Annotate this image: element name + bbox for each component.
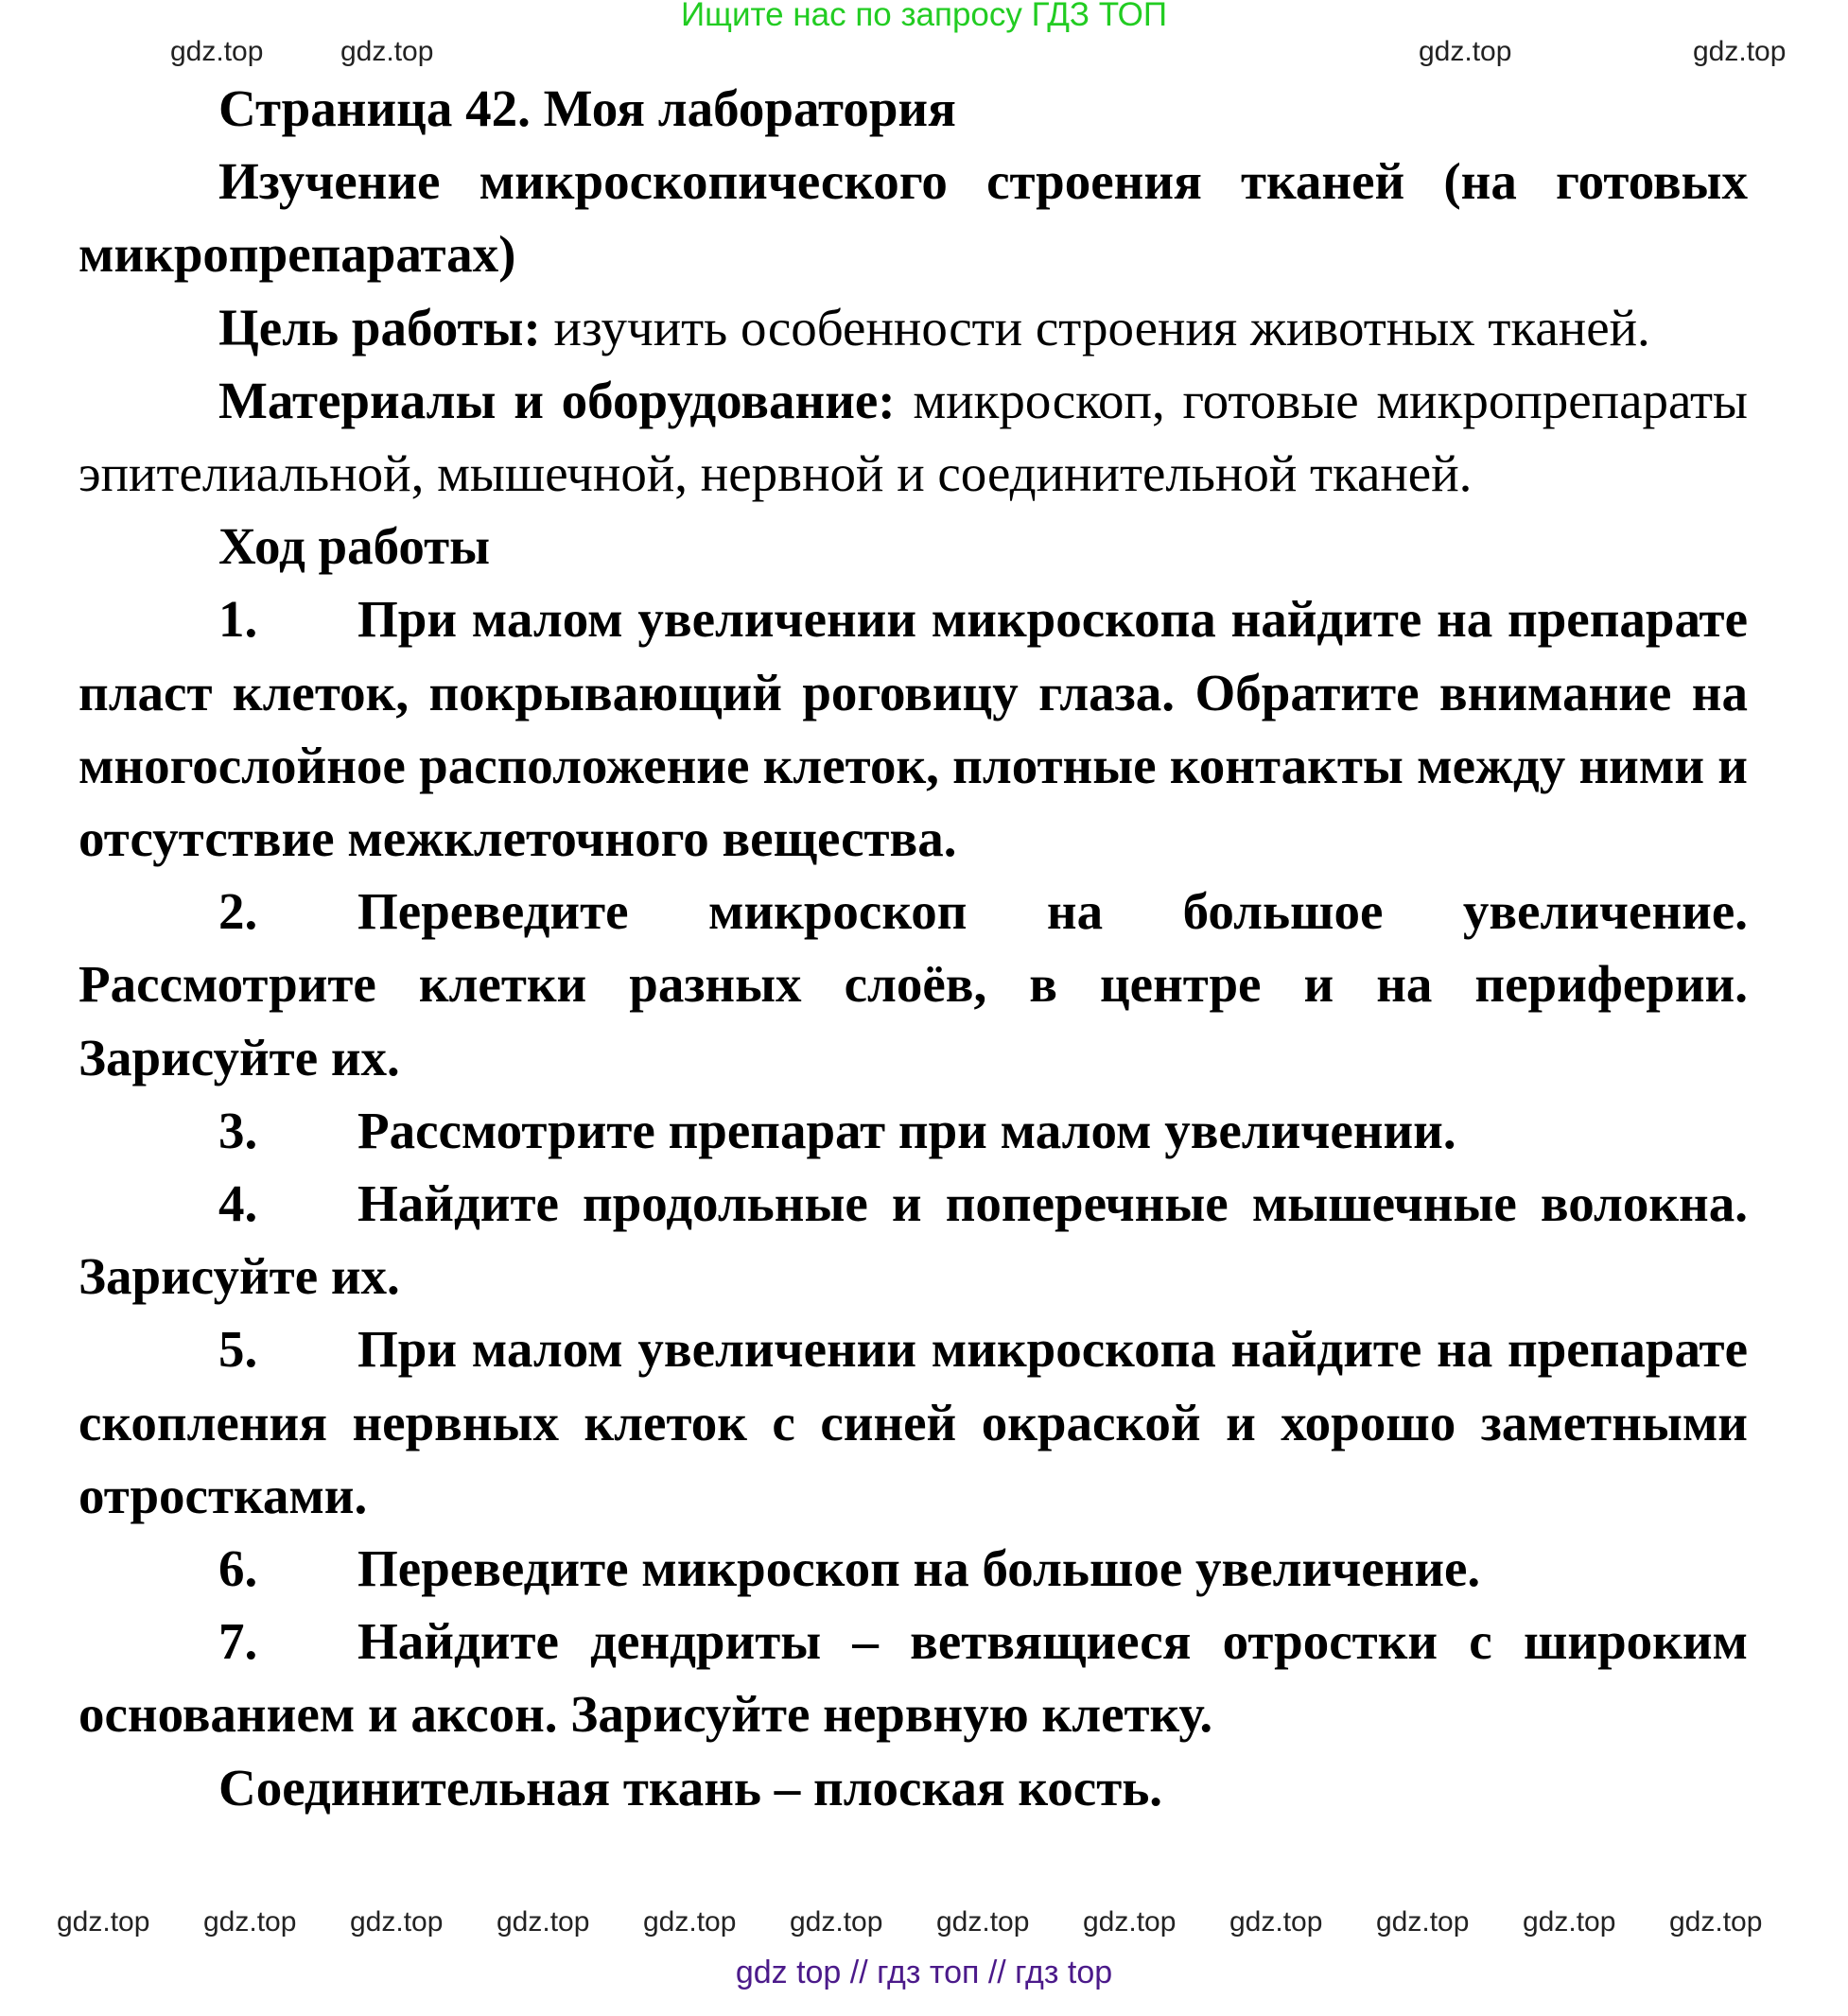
watermark: gdz.top [1523,1906,1616,1938]
step-number: 1. [218,590,258,649]
promo-banner[interactable]: Ищите нас по запросу ГДЗ ТОП [681,0,1167,33]
watermark: gdz.top [57,1906,150,1938]
document-body [78,72,1748,1824]
watermark: gdz.top [1083,1906,1177,1938]
step-number: 2. [218,882,258,941]
step-4 [78,1167,1748,1312]
watermark: gdz.top [340,36,434,67]
step-2 [78,875,1748,1094]
step-number: 7. [218,1612,258,1671]
step-text: Переведите микроскоп на большое увеличение. [357,1539,1481,1598]
step-text: Найдите дендриты – ветвящиеся отростки с широким основанием и аксон. Зарисуйте нервную клетку. [78,1612,1748,1744]
step-6 [78,1532,1748,1605]
step-3 [78,1094,1748,1167]
watermark: gdz.top [350,1906,444,1938]
goal-paragraph [78,291,1748,364]
watermark-row-top [0,36,1848,68]
procedure-heading: Ход работы [218,517,491,576]
watermark: gdz.top [203,1906,297,1938]
watermark-row-bottom [0,1906,1848,1938]
goal-text: изучить особенности строения животных тканей. [540,298,1650,356]
step-text: Переведите микроскоп на большое увеличение. Рассмотрите клетки разных слоёв, в центре и на периферии. Зарисуйте их. [78,882,1748,1086]
step-text: При малом увеличении микроскопа найдите на препарате пласт клеток, покрывающий роговицу глаза. Обратите внимание на многослойное расположение клеток, плотные контакты между ними и отсутствие межклеточного вещества. [78,590,1748,868]
watermark: gdz.top [497,1906,590,1938]
materials-text: микроскоп, готовые микропрепараты эпителиальной, мышечной, нервной и соединительной тканей. [78,371,1748,503]
step-7 [78,1605,1748,1750]
watermark: gdz.top [170,36,264,67]
watermark: gdz.top [1376,1906,1470,1938]
footer-links[interactable]: gdz top // гдз топ // гдз top [735,1955,1113,1990]
page-title: Страница 42. Моя лаборатория [218,79,956,137]
step-number: 6. [218,1539,258,1598]
watermark: gdz.top [1419,36,1512,67]
goal-label: Цель работы: [218,298,541,356]
step-1 [78,582,1748,875]
closing-line: Соединительная ткань – плоская кость. [218,1758,1163,1816]
watermark: gdz.top [1669,1906,1763,1938]
step-number: 4. [218,1174,258,1233]
watermark: gdz.top [936,1906,1030,1938]
materials-label: Материалы и оборудование: [218,371,896,429]
step-number: 5. [218,1320,258,1379]
step-text: Рассмотрите препарат при малом увеличении. [357,1101,1456,1159]
step-text: Найдите продольные и поперечные мышечные волокна. Зарисуйте их. [78,1174,1748,1306]
step-5 [78,1312,1748,1532]
watermark: gdz.top [1229,1906,1323,1938]
watermark: gdz.top [1693,36,1787,67]
materials-paragraph [78,364,1748,510]
watermark: gdz.top [790,1906,883,1938]
step-number: 3. [218,1101,258,1159]
lab-subtitle: Изучение микроскопического строения тканей (на готовых микропрепаратах) [78,152,1748,284]
step-text: При малом увеличении микроскопа найдите на препарате скопления нервных клеток с синей окраской и хорошо заметными отростками. [78,1320,1748,1524]
watermark: gdz.top [643,1906,737,1938]
